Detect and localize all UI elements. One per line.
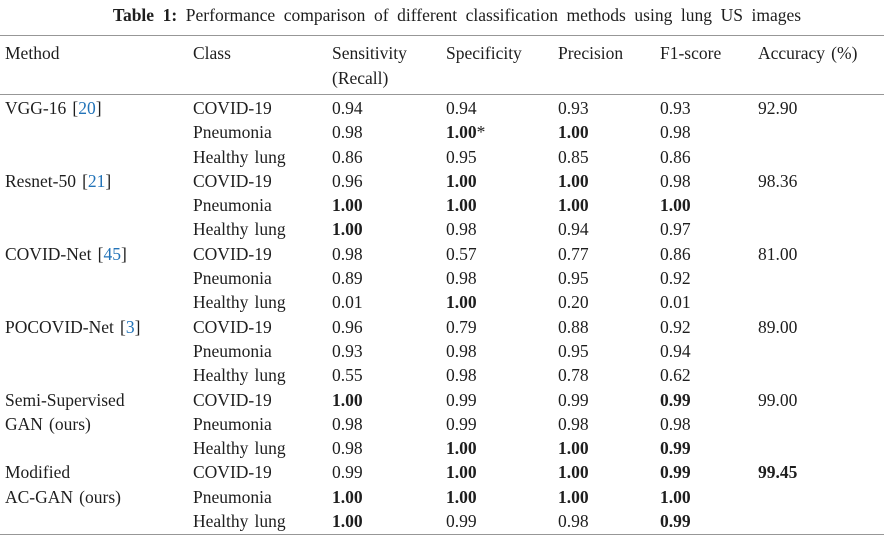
sensitivity-cell: 0.96 — [332, 316, 363, 337]
accuracy-cell — [758, 217, 884, 241]
sensitivity-cell: 0.96 — [332, 170, 363, 191]
precision-cell: 1.00 — [558, 195, 589, 216]
method-cell — [5, 339, 193, 363]
citation-link[interactable]: 21 — [87, 170, 106, 191]
class-cell: COVID-19 — [193, 170, 272, 191]
table-row — [0, 290, 884, 314]
citation-link[interactable]: 3 — [125, 316, 135, 337]
method-cell — [5, 363, 193, 387]
sensitivity-cell: 0.98 — [332, 413, 363, 434]
accuracy-cell — [758, 266, 884, 290]
specificity-cell: 1.00 — [446, 486, 477, 507]
table-row — [0, 169, 884, 193]
sensitivity-cell: 1.00 — [332, 511, 363, 532]
method-cell: AC-GAN (ours) — [5, 486, 121, 507]
class-cell: COVID-19 — [193, 243, 272, 264]
method-cell — [5, 145, 193, 169]
specificity-cell: 0.98 — [446, 340, 477, 361]
table-row — [0, 363, 884, 387]
col-header-f1-score: F1-score — [660, 43, 722, 63]
sensitivity-cell: 0.98 — [332, 438, 363, 459]
table-row — [0, 193, 884, 217]
class-cell: Healthy lung — [193, 292, 286, 313]
method-cell: GAN (ours) — [5, 413, 91, 434]
f1-score-cell: 0.01 — [660, 292, 691, 313]
table-row — [0, 509, 884, 533]
table-row — [0, 96, 884, 120]
accuracy-cell: 99.00 — [758, 389, 798, 410]
f1-score-cell: 0.98 — [660, 413, 691, 434]
method-cell: POCOVID-Net [3] — [5, 316, 141, 337]
col-header-specificity: Specificity — [446, 43, 522, 63]
accuracy-cell — [758, 436, 884, 460]
specificity-cell: 1.00 — [446, 438, 477, 459]
col-header-precision: Precision — [558, 43, 624, 63]
class-cell: Healthy lung — [193, 146, 286, 167]
method-cell — [5, 217, 193, 241]
class-cell: Healthy lung — [193, 511, 286, 532]
accuracy-cell — [758, 485, 884, 509]
method-cell: Resnet-50 [21] — [5, 170, 112, 191]
class-cell: COVID-19 — [193, 462, 272, 483]
precision-cell: 0.98 — [558, 511, 589, 532]
method-cell: Modified — [5, 462, 71, 483]
precision-cell: 0.95 — [558, 268, 589, 289]
table-caption — [0, 0, 884, 35]
f1-score-cell: 0.99 — [660, 389, 691, 410]
citation-link[interactable]: 45 — [103, 243, 121, 264]
method-cell: Semi-Supervised — [5, 389, 125, 410]
accuracy-cell — [758, 412, 884, 436]
f1-score-cell: 0.86 — [660, 243, 691, 264]
accuracy-cell — [758, 509, 884, 533]
sensitivity-cell: 0.94 — [332, 98, 363, 118]
f1-score-cell: 0.86 — [660, 146, 691, 167]
class-cell: Pneumonia — [193, 340, 272, 361]
col-header-sensitivity — [332, 41, 446, 94]
precision-cell: 0.94 — [558, 219, 589, 240]
citation-link[interactable]: 20 — [78, 98, 96, 118]
table-row — [0, 460, 884, 484]
f1-score-cell: 0.99 — [660, 438, 691, 459]
sensitivity-cell: 0.93 — [332, 340, 363, 361]
table-row — [0, 315, 884, 339]
table-row — [0, 217, 884, 241]
class-cell: Healthy lung — [193, 365, 286, 386]
specificity-cell: 0.99 — [446, 389, 477, 410]
f1-score-cell: 0.93 — [660, 98, 691, 118]
bottom-rule — [0, 534, 884, 535]
precision-cell: 0.95 — [558, 340, 589, 361]
specificity-cell: 1.00 — [446, 462, 477, 483]
table-row — [0, 145, 884, 169]
f1-score-cell: 0.99 — [660, 462, 691, 483]
f1-score-cell: 0.62 — [660, 365, 691, 386]
accuracy-cell — [758, 363, 884, 387]
table-row — [0, 266, 884, 290]
method-cell: VGG-16 [20] — [5, 98, 102, 118]
f1-score-cell: 1.00 — [660, 195, 691, 216]
precision-cell: 0.93 — [558, 98, 589, 118]
precision-cell: 0.98 — [558, 413, 589, 434]
class-cell: Pneumonia — [193, 486, 272, 507]
accuracy-cell: 89.00 — [758, 316, 798, 337]
accuracy-cell — [758, 339, 884, 363]
f1-score-cell: 0.99 — [660, 511, 691, 532]
table-row — [0, 339, 884, 363]
specificity-cell: 0.95 — [446, 146, 477, 167]
sensitivity-cell: 0.98 — [332, 243, 363, 264]
footnote-marker: * — [476, 122, 486, 143]
precision-cell: 1.00 — [558, 170, 589, 191]
specificity-cell: 0.98 — [446, 219, 477, 240]
sensitivity-cell: 1.00 — [332, 486, 363, 507]
method-cell: COVID-Net [45] — [5, 243, 127, 264]
precision-cell: 0.85 — [558, 146, 589, 167]
specificity-cell: 1.00* — [446, 122, 486, 143]
table-body — [0, 95, 884, 534]
f1-score-cell: 0.97 — [660, 219, 691, 240]
class-cell: Pneumonia — [193, 122, 272, 143]
col-header-class: Class — [193, 43, 231, 63]
sensitivity-cell: 0.98 — [332, 122, 363, 143]
table-row — [0, 242, 884, 266]
specificity-cell: 0.98 — [446, 268, 477, 289]
precision-cell: 1.00 — [558, 486, 589, 507]
f1-score-cell: 1.00 — [660, 486, 691, 507]
table-row — [0, 388, 884, 412]
method-cell — [5, 290, 193, 314]
sensitivity-cell: 0.99 — [332, 462, 363, 483]
accuracy-cell: 99.45 — [758, 462, 798, 483]
specificity-cell: 0.57 — [446, 243, 477, 264]
accuracy-cell: 98.36 — [758, 170, 798, 191]
specificity-cell: 0.94 — [446, 98, 477, 118]
class-cell: Pneumonia — [193, 413, 272, 434]
sensitivity-cell: 0.86 — [332, 146, 363, 167]
sensitivity-cell: 1.00 — [332, 389, 363, 410]
method-cell — [5, 509, 193, 533]
f1-score-cell: 0.92 — [660, 268, 691, 289]
f1-score-cell: 0.92 — [660, 316, 691, 337]
precision-cell: 0.77 — [558, 243, 589, 264]
sensitivity-cell: 1.00 — [332, 219, 363, 240]
col-header-sensitivity-line2: (Recall) — [332, 68, 389, 88]
sensitivity-cell: 0.55 — [332, 365, 363, 386]
sensitivity-cell: 0.01 — [332, 292, 363, 313]
specificity-cell: 0.79 — [446, 316, 477, 337]
table-caption-label: Table 1: — [112, 5, 178, 25]
specificity-cell: 1.00 — [446, 195, 477, 216]
method-cell — [5, 436, 193, 460]
class-cell: Healthy lung — [193, 219, 286, 240]
sensitivity-cell: 1.00 — [332, 195, 363, 216]
f1-score-cell: 0.98 — [660, 170, 691, 191]
specificity-cell: 1.00 — [446, 170, 477, 191]
table-header-row — [0, 36, 884, 94]
accuracy-cell: 92.90 — [758, 98, 798, 118]
precision-cell: 0.88 — [558, 316, 589, 337]
col-header-method: Method — [5, 43, 60, 63]
precision-cell: 0.78 — [558, 365, 589, 386]
accuracy-cell — [758, 145, 884, 169]
precision-cell: 0.99 — [558, 389, 589, 410]
specificity-cell: 0.99 — [446, 511, 477, 532]
class-cell: Healthy lung — [193, 438, 286, 459]
table-caption-text: Performance comparison of different classification methods using lung US images — [185, 5, 802, 25]
table-row — [0, 120, 884, 144]
precision-cell: 1.00 — [558, 438, 589, 459]
precision-cell: 1.00 — [558, 462, 589, 483]
specificity-cell: 1.00 — [446, 292, 477, 313]
accuracy-cell: 81.00 — [758, 243, 798, 264]
accuracy-cell — [758, 290, 884, 314]
class-cell: COVID-19 — [193, 316, 272, 337]
sensitivity-cell: 0.89 — [332, 268, 363, 289]
method-cell — [5, 193, 193, 217]
table-row — [0, 485, 884, 509]
method-cell — [5, 120, 193, 144]
table-row — [0, 436, 884, 460]
table-row — [0, 412, 884, 436]
method-cell — [5, 266, 193, 290]
class-cell: Pneumonia — [193, 268, 272, 289]
class-cell: COVID-19 — [193, 98, 272, 118]
accuracy-cell — [758, 120, 884, 144]
class-cell: Pneumonia — [193, 195, 272, 216]
f1-score-cell: 0.94 — [660, 340, 691, 361]
class-cell: COVID-19 — [193, 389, 272, 410]
accuracy-cell — [758, 193, 884, 217]
precision-cell: 1.00 — [558, 122, 589, 143]
col-header-accuracy: Accuracy (%) — [758, 43, 858, 63]
precision-cell: 0.20 — [558, 292, 589, 313]
specificity-cell: 0.99 — [446, 413, 477, 434]
col-header-sensitivity-line1: Sensitivity — [332, 43, 407, 63]
f1-score-cell: 0.98 — [660, 122, 691, 143]
specificity-cell: 0.98 — [446, 365, 477, 386]
